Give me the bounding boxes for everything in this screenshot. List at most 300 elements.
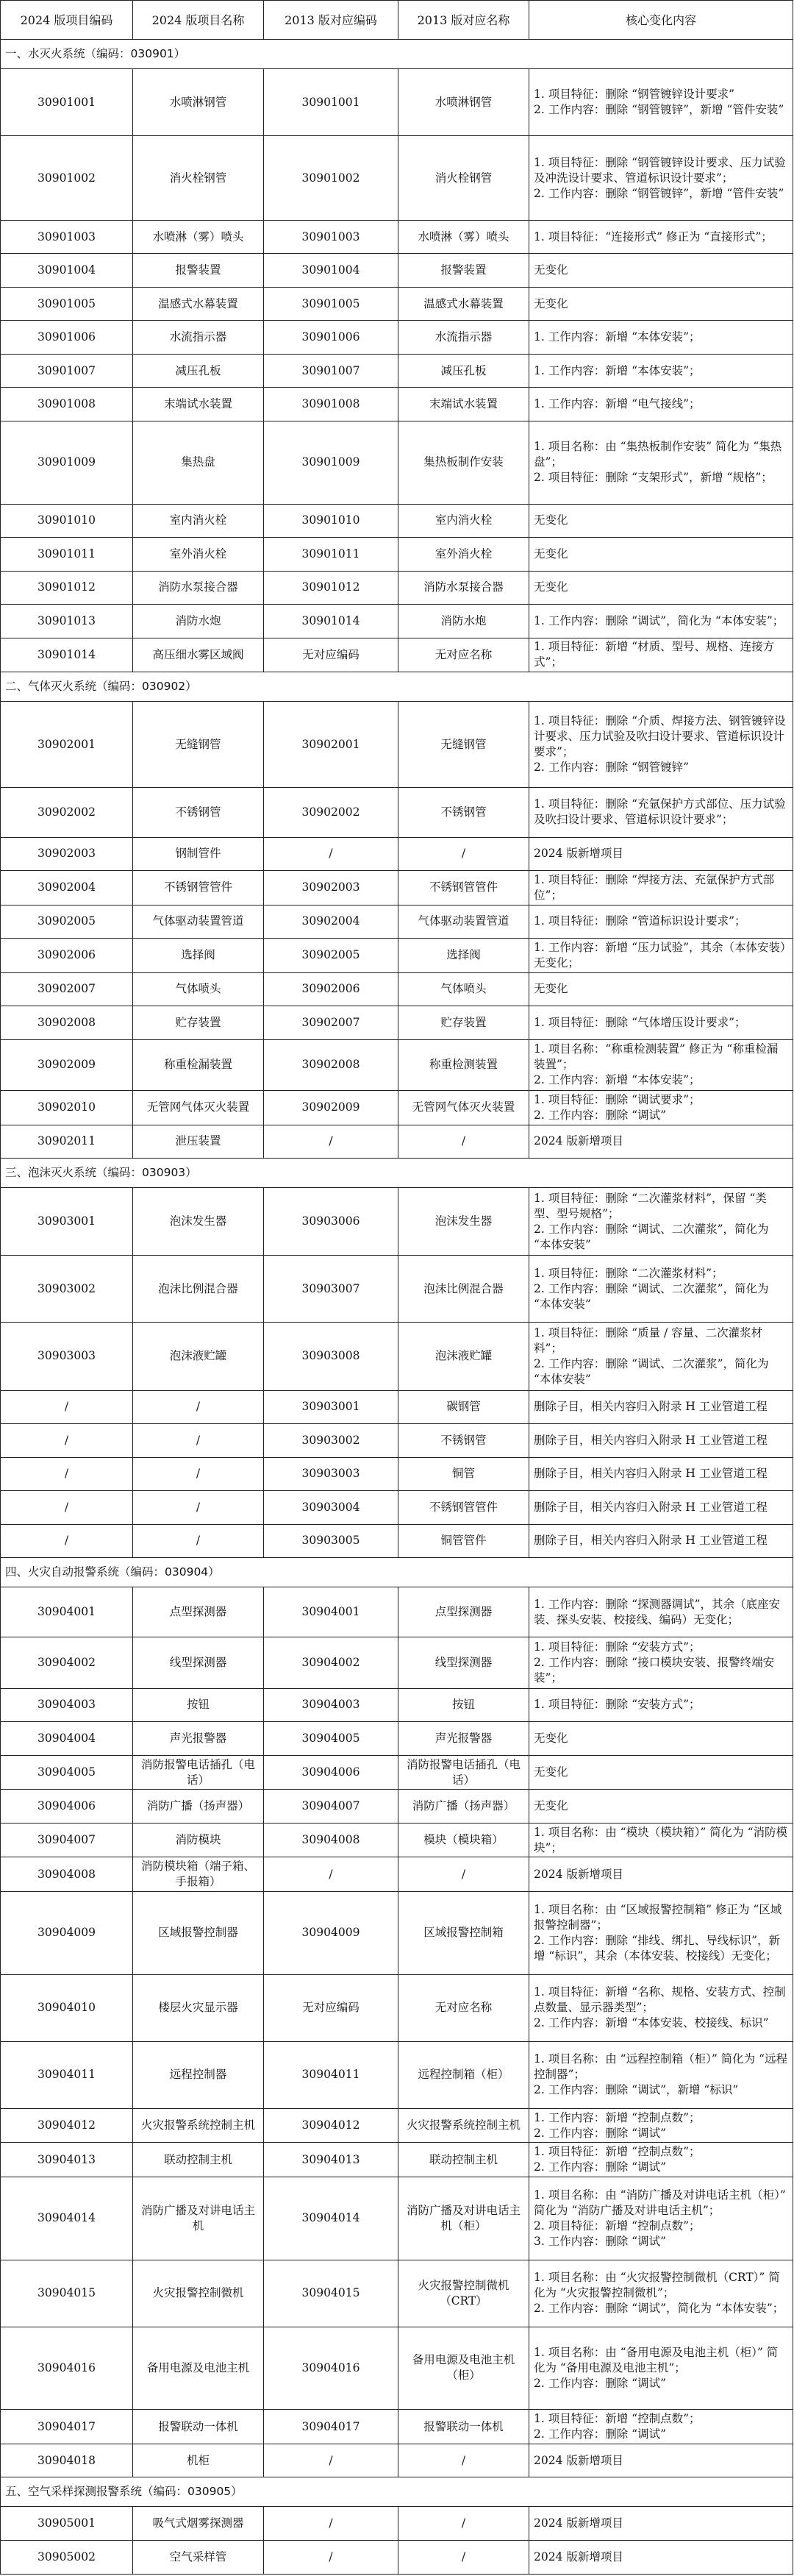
- name-2024-cell: 温感式水幕装置: [133, 287, 264, 321]
- code-2013-cell: 30903008: [264, 1323, 398, 1390]
- code-2024-cell: 30902006: [1, 939, 133, 973]
- core-change-cell: [529, 1424, 793, 1458]
- table-row: [1, 1256, 793, 1323]
- core-change-cell: [529, 1491, 793, 1525]
- core-change-cell: [529, 605, 793, 638]
- name-2013-cell: 点型探测器: [398, 1587, 529, 1637]
- name-2013-cell: /: [398, 837, 529, 871]
- table-row: [1, 2108, 793, 2143]
- code-2024-cell: 30901002: [1, 136, 133, 221]
- name-2024-cell: 泡沫发生器: [133, 1188, 264, 1256]
- core-change-cell: [529, 69, 793, 136]
- core-change-cell: [529, 321, 793, 355]
- change-note: 2. 工作内容：新增 “本体安装”；: [534, 1073, 701, 1087]
- change-note: 删除子目，相关内容归入附录 H 工业管道工程: [534, 1500, 768, 1514]
- name-2024-cell: 联动控制主机: [133, 2143, 264, 2177]
- table-row: [1, 421, 793, 504]
- name-2024-cell: 水流指示器: [133, 321, 264, 355]
- table-row: [1, 287, 793, 321]
- code-2013-cell: 30904015: [264, 2260, 398, 2327]
- code-2013-cell: 30904005: [264, 1722, 398, 1756]
- core-change-cell: [529, 1006, 793, 1040]
- name-2013-cell: 报警装置: [398, 254, 529, 288]
- name-2024-cell: 水喷淋（雾）喷头: [133, 220, 264, 254]
- code-2024-cell: 30904001: [1, 1587, 133, 1637]
- core-change-cell: [529, 354, 793, 388]
- name-2013-cell: 区域报警控制箱: [398, 1891, 529, 1974]
- name-2013-cell: 水喷淋（雾）喷头: [398, 220, 529, 254]
- change-note: 1. 项目特征：“连接形式” 修正为 “直接形式”；: [534, 230, 773, 243]
- name-2013-cell: 声光报警器: [398, 1722, 529, 1756]
- core-change-cell: [529, 504, 793, 538]
- core-change-cell: [529, 2540, 793, 2574]
- name-2013-cell: 消防广播及对讲电话主机（柜）: [398, 2177, 529, 2260]
- code-2013-cell: 30904014: [264, 2177, 398, 2260]
- code-2024-cell: /: [1, 1390, 133, 1424]
- table-row: [1, 220, 793, 254]
- code-2013-cell: /: [264, 1125, 398, 1159]
- change-note: 1. 项目名称：由 “集热板制作安装” 简化为 “集热盘”；: [534, 440, 782, 469]
- name-2013-cell: 消防广播（扬声器）: [398, 1790, 529, 1824]
- name-2024-cell: 无管网气体灭火装置: [133, 1091, 264, 1125]
- change-note: 2. 工作内容：删除 “调试”: [534, 2376, 666, 2390]
- code-2024-cell: 30902002: [1, 788, 133, 837]
- code-2024-cell: /: [1, 1491, 133, 1525]
- code-2024-cell: 30901007: [1, 354, 133, 388]
- table-row: [1, 2260, 793, 2327]
- table-row: [1, 1424, 793, 1458]
- code-2013-cell: 30902003: [264, 871, 398, 905]
- table-row: [1, 1524, 793, 1558]
- table-row: [1, 388, 793, 421]
- name-2013-cell: 线型探测器: [398, 1637, 529, 1688]
- name-2013-cell: 气体喷头: [398, 972, 529, 1006]
- core-change-cell: [529, 1091, 793, 1125]
- name-2013-cell: 泡沫比例混合器: [398, 1256, 529, 1323]
- table-row: [1, 2410, 793, 2444]
- code-2024-cell: 30902003: [1, 837, 133, 871]
- code-2024-cell: 30901008: [1, 388, 133, 421]
- name-2024-cell: 火灾报警控制微机: [133, 2260, 264, 2327]
- code-2024-cell: 30901009: [1, 421, 133, 504]
- change-note: 2024 版新增项目: [534, 1867, 623, 1881]
- table-row: [1, 1587, 793, 1637]
- table-row: [1, 571, 793, 605]
- code-2013-cell: 30901007: [264, 354, 398, 388]
- table-row: [1, 1039, 793, 1090]
- name-2024-cell: 消防广播及对讲电话主机: [133, 2177, 264, 2260]
- name-2024-cell: /: [133, 1491, 264, 1525]
- code-2024-cell: 30904004: [1, 1722, 133, 1756]
- table-row: [1, 1188, 793, 1256]
- name-2024-cell: 气体喷头: [133, 972, 264, 1006]
- code-2013-cell: 30904001: [264, 1587, 398, 1637]
- section-title: 四、火灾自动报警系统（编码：030904）: [1, 1558, 793, 1587]
- core-change-cell: [529, 1790, 793, 1824]
- change-note: 无变化: [534, 1799, 568, 1813]
- change-note: 1. 项目特征：删除 “钢管镀锌设计要求”: [534, 88, 734, 102]
- core-change-cell: [529, 1587, 793, 1637]
- core-change-cell: [529, 2177, 793, 2260]
- change-note: 无变化: [534, 263, 568, 277]
- change-note: 1. 项目特征：删除 “充氩保护方式部位、压力试验及吹扫设计要求、管道标识设计要求”；: [534, 797, 786, 827]
- name-2024-cell: 报警联动一体机: [133, 2410, 264, 2444]
- change-note: 无变化: [534, 982, 568, 996]
- core-change-cell: [529, 1637, 793, 1688]
- code-2013-cell: /: [264, 2507, 398, 2541]
- table-row: [1, 1722, 793, 1756]
- name-2024-cell: 机柜: [133, 2444, 264, 2477]
- change-note: 1. 项目特征：删除 “质量 / 容量、二次灌浆材料”；: [534, 1326, 763, 1355]
- core-change-cell: [529, 388, 793, 421]
- change-note: 无变化: [534, 296, 568, 310]
- name-2013-cell: 不锈钢管管件: [398, 1491, 529, 1525]
- core-change-cell: [529, 972, 793, 1006]
- name-2013-cell: 末端试水装置: [398, 388, 529, 421]
- change-note: 1. 项目特征：删除 “二次灌浆材料”；: [534, 1266, 723, 1280]
- code-2013-cell: 30902007: [264, 1006, 398, 1040]
- name-2024-cell: 室外消火栓: [133, 538, 264, 572]
- name-2013-cell: 联动控制主机: [398, 2143, 529, 2177]
- name-2024-cell: 不锈钢管管件: [133, 871, 264, 905]
- table-row: [1, 1491, 793, 1525]
- table-row: [1, 837, 793, 871]
- name-2013-cell: 备用电源及电池主机（柜）: [398, 2327, 529, 2410]
- name-2024-cell: 声光报警器: [133, 1722, 264, 1756]
- name-2013-cell: 按钮: [398, 1688, 529, 1722]
- name-2013-cell: 贮存装置: [398, 1006, 529, 1040]
- code-2024-cell: 30904013: [1, 2143, 133, 2177]
- name-2024-cell: 消防模块: [133, 1823, 264, 1857]
- name-2013-cell: /: [398, 2507, 529, 2541]
- section-title: 五、空气采样探测报警系统（编码：030905）: [1, 2477, 793, 2507]
- code-2013-cell: 30901008: [264, 388, 398, 421]
- name-2013-cell: 模块（模块箱）: [398, 1823, 529, 1857]
- code-2024-cell: 30903003: [1, 1323, 133, 1390]
- core-change-cell: [529, 1722, 793, 1756]
- change-note: 2. 工作内容：删除 “调试、二次灌浆”，简化为 “本体安装”: [534, 1356, 769, 1386]
- change-note: 删除子目，相关内容归入附录 H 工业管道工程: [534, 1433, 768, 1447]
- name-2024-cell: 贮存装置: [133, 1006, 264, 1040]
- code-2013-cell: 30904002: [264, 1637, 398, 1688]
- name-2024-cell: /: [133, 1424, 264, 1458]
- name-2024-cell: 消防报警电话插孔（电话）: [133, 1755, 264, 1790]
- change-note: 1. 项目特征：删除 “气体增压设计要求”；: [534, 1015, 746, 1029]
- code-2013-cell: 30901002: [264, 136, 398, 221]
- section-row: [1, 2477, 793, 2507]
- code-2024-cell: 30902010: [1, 1091, 133, 1125]
- code-2024-cell: 30904016: [1, 2327, 133, 2410]
- name-2013-cell: 不锈钢管: [398, 1424, 529, 1458]
- code-2024-cell: 30901010: [1, 504, 133, 538]
- change-note: 1. 项目特征：删除 “安装方式”；: [534, 1698, 701, 1712]
- name-2024-cell: 空气采样管: [133, 2540, 264, 2574]
- name-2024-cell: 火灾报警系统控制主机: [133, 2108, 264, 2143]
- code-2024-cell: 30904011: [1, 2041, 133, 2108]
- table-row: [1, 2041, 793, 2108]
- core-change-cell: [529, 254, 793, 288]
- core-change-cell: [529, 871, 793, 905]
- change-note: 删除子目，相关内容归入附录 H 工业管道工程: [534, 1534, 768, 1548]
- table-row: [1, 2507, 793, 2541]
- code-2024-cell: 30905001: [1, 2507, 133, 2541]
- change-note: 无变化: [534, 513, 568, 527]
- code-2024-cell: 30902005: [1, 905, 133, 939]
- header-name-2013: 2013 版对应名称: [398, 1, 529, 40]
- code-2024-cell: 30904007: [1, 1823, 133, 1857]
- code-2013-cell: 30902005: [264, 939, 398, 973]
- name-2024-cell: 消防模块箱（端子箱、手报箱）: [133, 1857, 264, 1892]
- table-row: [1, 788, 793, 837]
- change-note: 1. 项目名称：“称重检测装置” 修正为 “称重检漏装置”；: [534, 1042, 779, 1072]
- name-2024-cell: /: [133, 1457, 264, 1491]
- core-change-cell: [529, 788, 793, 837]
- code-2013-cell: 30903002: [264, 1424, 398, 1458]
- name-2013-cell: 消防报警电话插孔（电话）: [398, 1755, 529, 1790]
- name-2013-cell: 温感式水幕装置: [398, 287, 529, 321]
- name-2013-cell: 室内消火栓: [398, 504, 529, 538]
- code-2024-cell: 30904015: [1, 2260, 133, 2327]
- table-row: [1, 1125, 793, 1159]
- change-note: 1. 项目特征：删除 “二次灌浆材料”，保留 “类型、型号规格”；: [534, 1191, 767, 1220]
- table-row: [1, 2327, 793, 2410]
- table-row: [1, 1891, 793, 1974]
- code-2013-cell: 30904016: [264, 2327, 398, 2410]
- core-change-cell: [529, 136, 793, 221]
- core-change-cell: [529, 1974, 793, 2041]
- name-2024-cell: 消火栓钢管: [133, 136, 264, 221]
- core-change-cell: [529, 1457, 793, 1491]
- name-2013-cell: 报警联动一体机: [398, 2410, 529, 2444]
- change-note: 1. 项目特征：新增 “控制点数”；: [534, 2412, 701, 2426]
- code-2024-cell: 30904018: [1, 2444, 133, 2477]
- code-2024-cell: 30902001: [1, 702, 133, 788]
- core-change-cell: [529, 2260, 793, 2327]
- table-row: [1, 354, 793, 388]
- change-note: 1. 工作内容：新增 “本体安装”；: [534, 330, 701, 344]
- change-note: 1. 项目特征：删除 “焊接方法、充氩保护方式部位”；: [534, 872, 775, 902]
- code-2024-cell: 30903001: [1, 1188, 133, 1256]
- change-note: 1. 项目名称：由 “区域报警控制箱” 修正为 “区域报警控制器”；: [534, 1902, 782, 1932]
- name-2013-cell: 无缝钢管: [398, 702, 529, 788]
- name-2013-cell: 火灾报警系统控制主机: [398, 2108, 529, 2143]
- core-change-cell: [529, 2444, 793, 2477]
- change-note: 1. 项目特征：删除 “介质、焊接方法、钢管镀锌设计要求、压力试验及吹扫设计要求、管道标识设计要求”；: [534, 714, 786, 759]
- code-2024-cell: 30902004: [1, 871, 133, 905]
- table-row: [1, 69, 793, 136]
- change-note: 2. 工作内容：删除 “钢管镀锌”，新增 “管件安装”: [534, 103, 784, 117]
- name-2013-cell: 集热板制作安装: [398, 421, 529, 504]
- name-2013-cell: 消防水泵接合器: [398, 571, 529, 605]
- change-note: 2. 工作内容：删除 “钢管镀锌”: [534, 761, 689, 775]
- name-2024-cell: 报警装置: [133, 254, 264, 288]
- code-2013-cell: 30903007: [264, 1256, 398, 1323]
- core-change-cell: [529, 571, 793, 605]
- table-body: [1, 40, 793, 2575]
- code-2013-cell: 30902008: [264, 1039, 398, 1090]
- name-2024-cell: 气体驱动装置管道: [133, 905, 264, 939]
- code-2013-cell: /: [264, 837, 398, 871]
- core-change-cell: [529, 1891, 793, 1974]
- change-note: 2. 工作内容：删除 “调试”: [534, 1108, 666, 1122]
- section-title: 三、泡沫灭火系统（编码：030903）: [1, 1159, 793, 1188]
- code-2013-cell: 30902006: [264, 972, 398, 1006]
- name-2013-cell: 泡沫发生器: [398, 1188, 529, 1256]
- change-note: 1. 工作内容：删除 “调试”，简化为 “本体安装”；: [534, 613, 784, 627]
- table-row: [1, 1390, 793, 1424]
- name-2013-cell: 无管网气体灭火装置: [398, 1091, 529, 1125]
- change-note: 1. 工作内容：新增 “本体安装”；: [534, 363, 701, 377]
- core-change-cell: [529, 287, 793, 321]
- name-2024-cell: 点型探测器: [133, 1587, 264, 1637]
- name-2024-cell: 备用电源及电池主机: [133, 2327, 264, 2410]
- name-2013-cell: 远程控制箱（柜）: [398, 2041, 529, 2108]
- name-2024-cell: 泡沫液贮罐: [133, 1323, 264, 1390]
- table-row: [1, 504, 793, 538]
- name-2013-cell: 水喷淋钢管: [398, 69, 529, 136]
- table-row: [1, 1457, 793, 1491]
- code-2024-cell: 30904008: [1, 1857, 133, 1892]
- change-note: 1. 项目特征：删除 “管道标识设计要求”；: [534, 914, 746, 928]
- change-note: 2. 工作内容：删除 “调试”: [534, 2427, 666, 2441]
- code-2013-cell: 30904003: [264, 1688, 398, 1722]
- change-note: 无变化: [534, 1731, 568, 1745]
- table-row: [1, 1790, 793, 1824]
- change-note: 1. 工作内容：删除 “探测器调试”，其余（底座安装、探头安装、校接线、编码）无变化；: [534, 1597, 780, 1626]
- change-note: 1. 工作内容：新增 “电气接线”；: [534, 397, 701, 411]
- table-row: [1, 1857, 793, 1892]
- code-2024-cell: 30904009: [1, 1891, 133, 1974]
- code-2024-cell: 30904002: [1, 1637, 133, 1688]
- section-row: [1, 672, 793, 702]
- table-row: [1, 2143, 793, 2177]
- core-change-cell: [529, 939, 793, 973]
- core-change-cell: [529, 1524, 793, 1558]
- table-row: [1, 905, 793, 939]
- code-2013-cell: 30903001: [264, 1390, 398, 1424]
- code-2013-cell: 30904012: [264, 2108, 398, 2143]
- code-2013-cell: 30901005: [264, 287, 398, 321]
- name-2024-cell: 高压细水雾区域阀: [133, 638, 264, 672]
- table-row: [1, 1755, 793, 1790]
- table-row: [1, 1006, 793, 1040]
- section-row: [1, 1558, 793, 1587]
- change-note: 删除子目，相关内容归入附录 H 工业管道工程: [534, 1467, 768, 1481]
- name-2013-cell: 不锈钢管: [398, 788, 529, 837]
- code-2024-cell: /: [1, 1524, 133, 1558]
- name-2013-cell: 水流指示器: [398, 321, 529, 355]
- code-2013-cell: 30903005: [264, 1524, 398, 1558]
- core-change-cell: [529, 1857, 793, 1892]
- code-2024-cell: 30901006: [1, 321, 133, 355]
- change-note: 2024 版新增项目: [534, 2453, 623, 2467]
- name-2024-cell: /: [133, 1390, 264, 1424]
- name-2013-cell: 减压孔板: [398, 354, 529, 388]
- code-2013-cell: 30903006: [264, 1188, 398, 1256]
- name-2024-cell: 线型探测器: [133, 1637, 264, 1688]
- code-2024-cell: 30901012: [1, 571, 133, 605]
- change-note: 3. 工作内容：删除 “调试”: [534, 2234, 666, 2248]
- code-2013-cell: 30904006: [264, 1755, 398, 1790]
- name-2013-cell: 选择阀: [398, 939, 529, 973]
- table-row: [1, 1637, 793, 1688]
- code-2013-cell: 30904009: [264, 1891, 398, 1974]
- table-row: [1, 1974, 793, 2041]
- table-row: [1, 702, 793, 788]
- change-note: 无变化: [534, 1765, 568, 1779]
- change-note: 1. 项目名称：由 “消防广播及对讲电话主机（柜）” 简化为 “消防广播及对讲电话主机”；: [534, 2188, 786, 2217]
- name-2013-cell: /: [398, 2540, 529, 2574]
- change-note: 2024 版新增项目: [534, 2516, 623, 2530]
- core-change-cell: [529, 1188, 793, 1256]
- change-note: 1. 项目特征：新增 “材质、型号、规格、连接方式”；: [534, 640, 775, 669]
- table-row: [1, 2177, 793, 2260]
- core-change-cell: [529, 538, 793, 572]
- core-change-cell: [529, 1039, 793, 1090]
- code-2024-cell: /: [1, 1457, 133, 1491]
- change-note: 2. 工作内容：删除 “调试”: [534, 2126, 666, 2140]
- code-2013-cell: 30901004: [264, 254, 398, 288]
- code-2013-cell: 30901001: [264, 69, 398, 136]
- change-note: 无变化: [534, 547, 568, 561]
- change-note: 1. 项目名称：由 “火灾报警控制微机（CRT）” 简化为 “火灾报警控制微机”；: [534, 2271, 780, 2300]
- change-note: 2. 工作内容：删除 “排线、绑扎、导线标识”，新增 “标识”，其余（本体安装、校接线）无变化；: [534, 1933, 780, 1963]
- table-row: [1, 1823, 793, 1857]
- change-note: 2. 工作内容：删除 “调试”，简化为 “本体安装”；: [534, 2302, 784, 2316]
- name-2024-cell: 按钮: [133, 1688, 264, 1722]
- change-note: 2. 项目特征：删除 “支架形式”，新增 “规格”；: [534, 471, 773, 485]
- code-2024-cell: 30902009: [1, 1039, 133, 1090]
- code-2013-cell: 无对应编码: [264, 638, 398, 672]
- change-note: 删除子目，相关内容归入附录 H 工业管道工程: [534, 1400, 768, 1414]
- core-change-cell: [529, 1823, 793, 1857]
- name-2024-cell: 不锈钢管: [133, 788, 264, 837]
- change-note: 2. 工作内容：新增 “本体安装、校接线、标识”: [534, 2016, 769, 2030]
- name-2013-cell: 火灾报警控制微机（CRT）: [398, 2260, 529, 2327]
- name-2024-cell: 消防水炮: [133, 605, 264, 638]
- core-change-cell: [529, 905, 793, 939]
- section-row: [1, 40, 793, 69]
- name-2013-cell: 消防水炮: [398, 605, 529, 638]
- change-note: 无变化: [534, 580, 568, 594]
- change-note: 2024 版新增项目: [534, 2550, 623, 2563]
- code-2013-cell: 30902001: [264, 702, 398, 788]
- table-row: [1, 605, 793, 638]
- code-2013-cell: /: [264, 2444, 398, 2477]
- core-change-cell: [529, 837, 793, 871]
- code-2024-cell: 30905002: [1, 2540, 133, 2574]
- code-2013-cell: 30904017: [264, 2410, 398, 2444]
- code-2024-cell: 30901013: [1, 605, 133, 638]
- code-2024-cell: 30904017: [1, 2410, 133, 2444]
- name-2024-cell: 消防水泵接合器: [133, 571, 264, 605]
- code-2013-cell: 30904007: [264, 1790, 398, 1824]
- change-note: 1. 项目特征：新增 “名称、规格、安装方式、控制点数量、显示器类型”；: [534, 1985, 786, 2015]
- core-change-cell: [529, 1390, 793, 1424]
- core-change-cell: [529, 1256, 793, 1323]
- table-row: [1, 939, 793, 973]
- table-row: [1, 2444, 793, 2477]
- core-change-cell: [529, 220, 793, 254]
- section-row: [1, 1159, 793, 1188]
- core-change-cell: [529, 702, 793, 788]
- name-2024-cell: /: [133, 1524, 264, 1558]
- code-2013-cell: 30901012: [264, 571, 398, 605]
- change-note: 2024 版新增项目: [534, 847, 623, 861]
- section-title: 一、水灭火系统（编码：030901）: [1, 40, 793, 69]
- code-2013-cell: 30901009: [264, 421, 398, 504]
- name-2024-cell: 楼层火灾显示器: [133, 1974, 264, 2041]
